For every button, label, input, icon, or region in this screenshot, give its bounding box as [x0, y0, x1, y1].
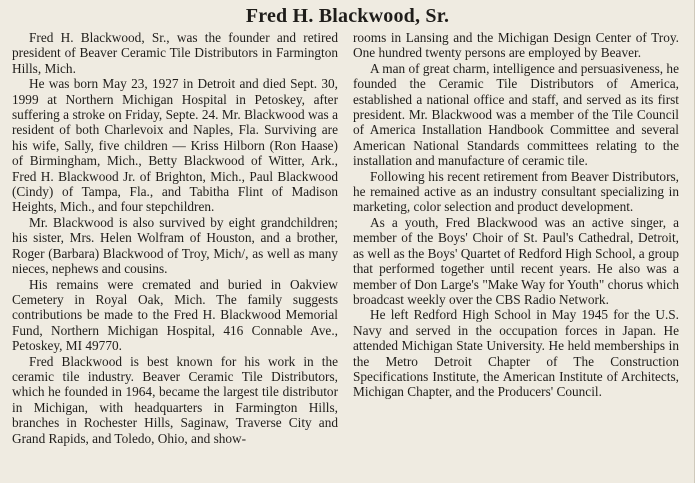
paragraph: A man of great charm, intelligence and persuasiveness, he founded the Ceramic Tile Distributors of America, established a national office and staff, and served as its first president. Mr. Blackwood was a member of the Tile Council of America Installation Handbook Committee and several American National Standards committees relating to the installation and manufacture of ceramic tile. — [353, 60, 679, 169]
paragraph: Mr. Blackwood is also survived by eight grandchildren; his sister, Mrs. Helen Wolfram of Houston, and a brother, Roger (Barbara) Blackwood of Troy, Mich/, as well as many nieces, nephews and cousins. — [12, 214, 338, 277]
paragraph: He was born May 23, 1927 in Detroit and died Sept. 30, 1999 at Northern Michigan Hospital in Petoskey, after suffering a stroke on Friday, Septe. 24. Mr. Blackwood was a resident of both Charlevoix and Naples, Fla. Surviving are his wife, Sally, five children — Kriss Hilborn (Ron Haase) of Birmingham, Mich., Betty Blackwood of Witter, Ark., Fred H. Blackwood Jr. of Brighton, Mich., Paul Blackwood (Cindy) of Tampa, Fla., and Tabitha Flint of Madison Heights, Mich., and four stepchildren. — [12, 76, 338, 215]
right-column — [353, 30, 679, 400]
headline: Fred H. Blackwood, Sr. — [245, 5, 450, 27]
left-column — [12, 30, 338, 446]
paragraph: He left Redford High School in May 1945 for the U.S. Navy and served in the occupation forces in Japan. He attended Michigan State University. He held memberships in the Metro Detroit Chapter of The Construction Specifications Institute, the American Institute of Architects, Michigan Chapter, and the Producers' Council. — [353, 307, 679, 400]
paragraph: As a youth, Fred Blackwood was an active singer, a member of the Boys' Choir of St. Paul's Cathedral, Detroit, as well as the Boys' Quartet of Redford High School, a group that performed together until recent years. He also was a member of Don Large's "Make Way for Youth" chorus which broadcast weekly over the CBS Radio Network. — [353, 214, 679, 307]
paragraph-continuation: rooms in Lansing and the Michigan Design Center of Troy. One hundred twenty persons are employed by Beaver. — [353, 30, 679, 61]
paragraph: Fred H. Blackwood, Sr., was the founder and retired president of Beaver Ceramic Tile Distributors in Farmington Hills, Mich. — [12, 30, 338, 76]
paragraph: Fred Blackwood is best known for his work in the ceramic tile industry. Beaver Ceramic Tile Distributors, which he founded in 1964, became the largest tile distributor in Michigan, with headquarters in Farmington Hills, branches in Rochester Hills, Saginaw, Traverse City and Grand Rapids, and Toledo, Ohio, and show- — [12, 353, 338, 446]
paragraph: His remains were cremated and buried in Oakview Cemetery in Royal Oak, Mich. The family suggests contributions be made to the Fred H. Blackwood Memorial Fund, Northern Michigan Hospital, 416 Connable Ave., Petoskey, MI 49770. — [12, 276, 338, 354]
paragraph: Following his recent retirement from Beaver Distributors, he remained active as an industry consultant specializing in marketing, color selection and product development. — [353, 168, 679, 215]
